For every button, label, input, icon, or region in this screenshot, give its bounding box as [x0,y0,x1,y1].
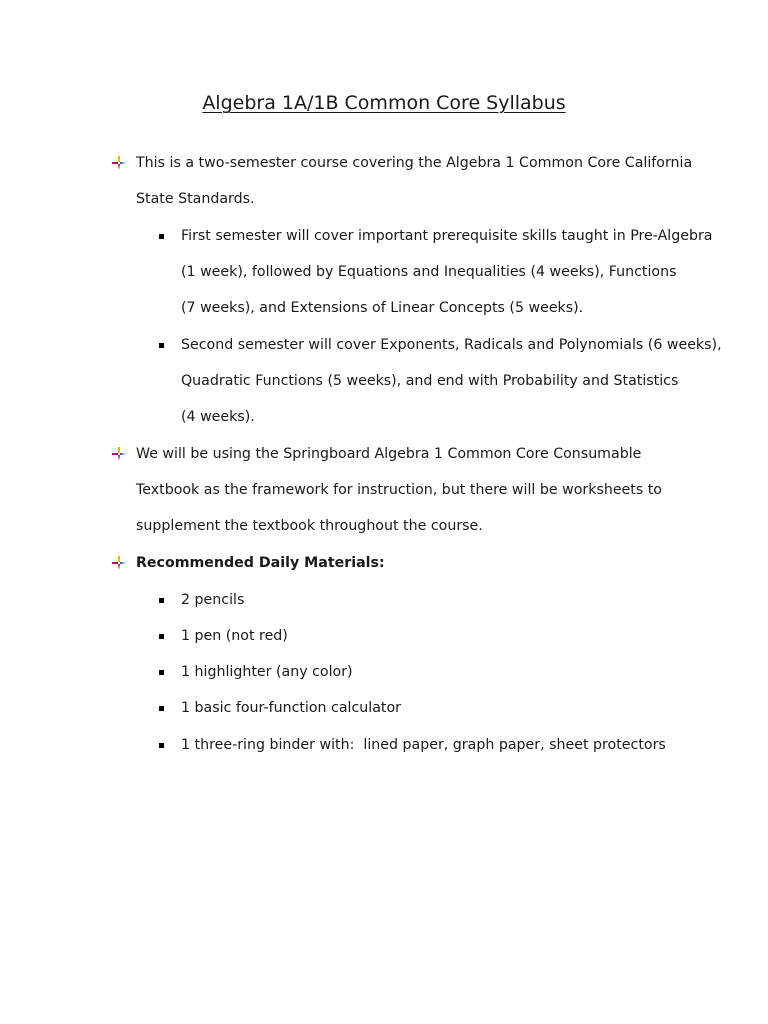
page-title: Algebra 1A/1B Common Core Syllabus [202,92,566,114]
four-color-arrow-icon [112,556,126,570]
subitem-2-line-3: (4 weeks). [181,409,255,425]
square-bullet-icon [159,670,164,675]
material-item: 1 highlighter (any color) [181,664,353,680]
section-2-line-3: supplement the textbook throughout the course. [136,518,483,534]
four-color-arrow-icon [112,447,126,461]
subitem-1-line-3: (7 weeks), and Extensions of Linear Concepts (5 weeks). [181,300,584,316]
section-2-line-1: We will be using the Springboard Algebra 1 Common Core Consumable [136,446,642,462]
square-bullet-icon [159,706,164,711]
square-bullet-icon [159,743,164,748]
subitem-2-line-2: Quadratic Functions (5 weeks), and end with Probability and Statistics [181,373,679,389]
subitem-1-line-2: (1 week), followed by Equations and Inequalities (4 weeks), Functions [181,264,677,280]
material-item: 1 three-ring binder with: lined paper, graph paper, sheet protectors [181,737,666,753]
section-1-line-2: State Standards. [136,191,255,207]
material-item: 2 pencils [181,592,245,608]
four-color-arrow-icon [112,156,126,170]
subitem-1-line-1: First semester will cover important prerequisite skills taught in Pre-Algebra [181,228,713,244]
square-bullet-icon [159,343,164,348]
section-1-line-1: This is a two-semester course covering the Algebra 1 Common Core California [136,155,693,171]
material-item: 1 basic four-function calculator [181,700,401,716]
square-bullet-icon [159,634,164,639]
material-item: 1 pen (not red) [181,628,288,644]
section-2-line-2: Textbook as the framework for instruction, but there will be worksheets to [136,482,662,498]
subitem-2-line-1: Second semester will cover Exponents, Radicals and Polynomials (6 weeks), [181,337,722,353]
square-bullet-icon [159,598,164,603]
materials-heading: Recommended Daily Materials: [136,555,385,571]
square-bullet-icon [159,234,164,239]
